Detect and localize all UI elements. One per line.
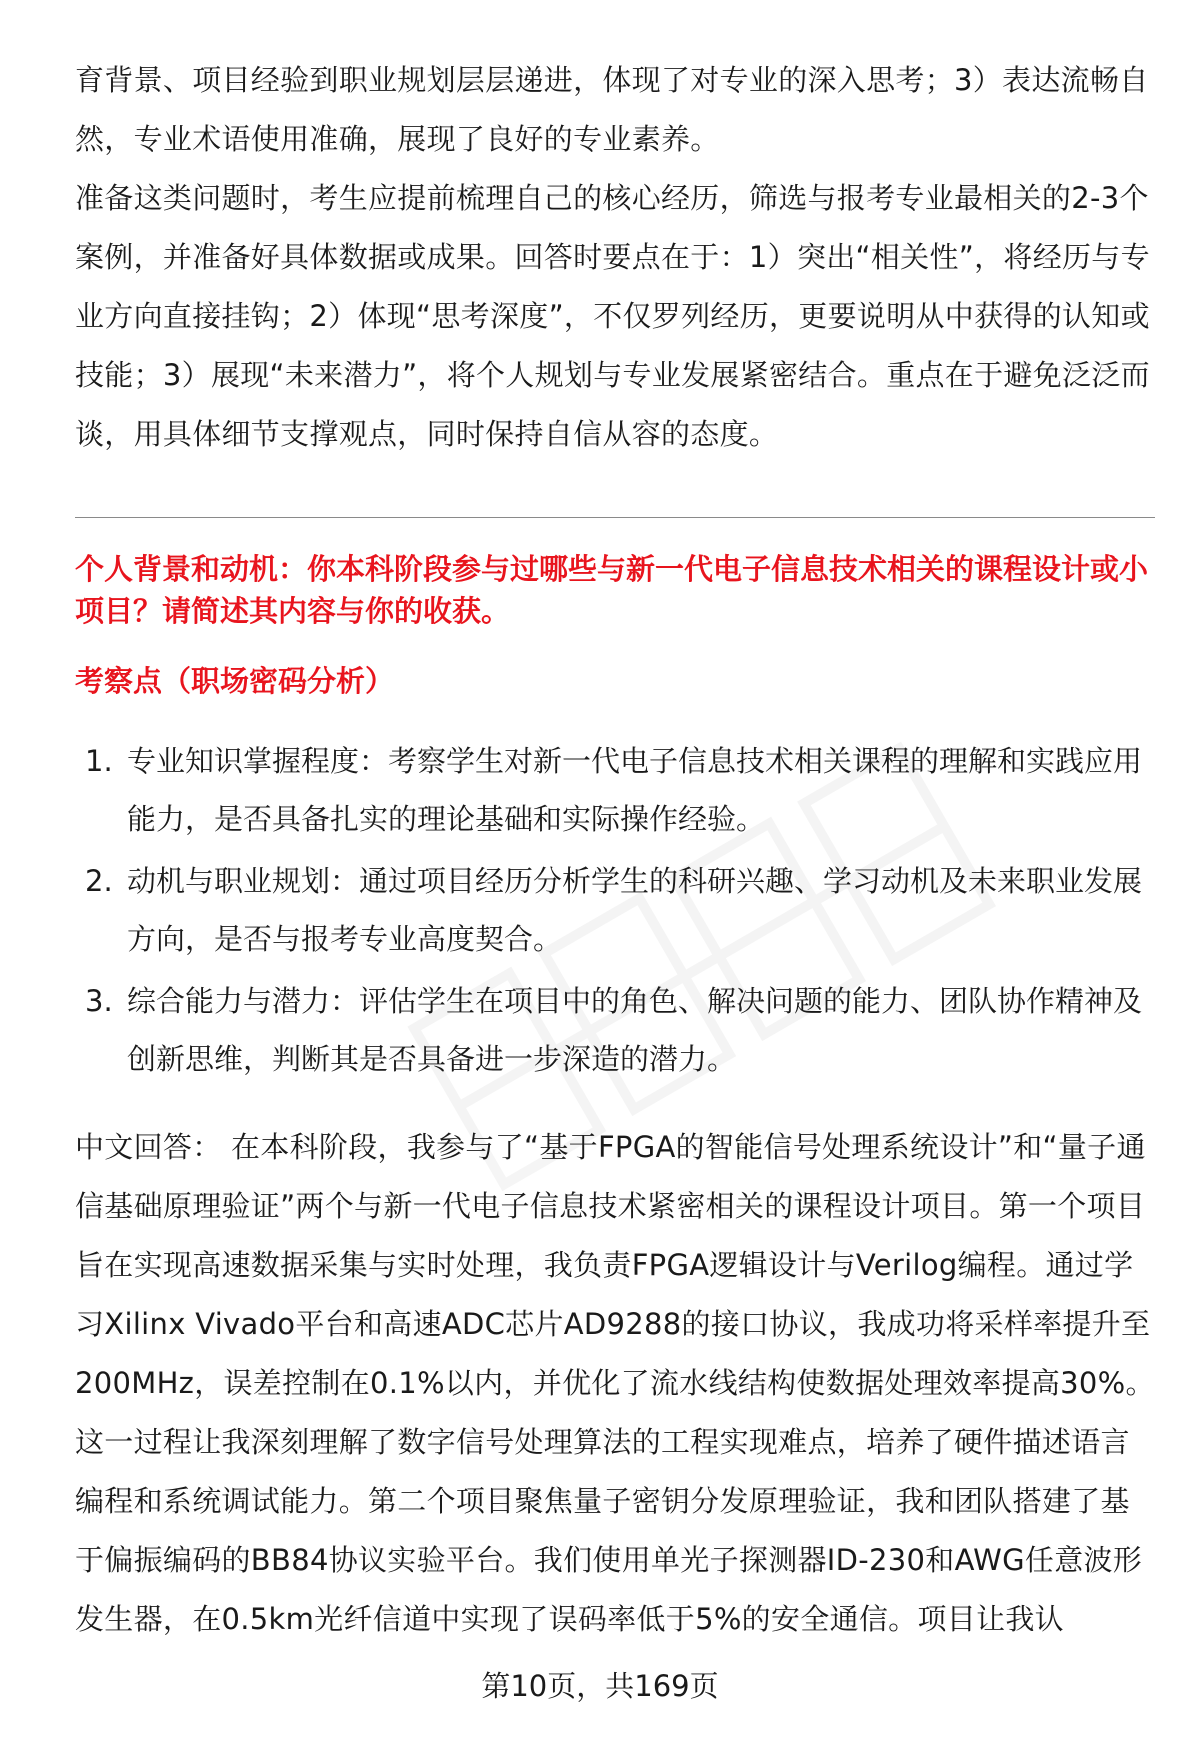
assessment-list	[75, 732, 1155, 1092]
list-item	[75, 732, 1155, 848]
list-item-text: 专业知识掌握程度：考察学生对新一代电子信息技术相关课程的理解和实践应用能力，是否具备扎实的理论基础和实际操作经验。	[127, 744, 1143, 836]
assessment-heading: 考察点（职场密码分析）	[75, 664, 395, 698]
list-item-number: 2.	[85, 864, 113, 898]
list-item-text: 动机与职业规划：通过项目经历分析学生的科研兴趣、学习动机及未来职业发展方向，是否与报考专业高度契合。	[127, 864, 1143, 956]
list-item	[75, 972, 1155, 1088]
list-item-number: 3.	[85, 984, 113, 1018]
list-item	[75, 852, 1155, 968]
list-item-number: 1.	[85, 744, 113, 778]
question-heading: 个人背景和动机：你本科阶段参与过哪些与新一代电子信息技术相关的课程设计或小项目？请简述其内容与你的收获。	[75, 552, 1149, 628]
section-divider	[75, 517, 1155, 518]
paragraph-intro-continuation: 育背景、项目经验到职业规划层层递进，体现了对专业的深入思考；3）表达流畅自然，专业术语使用准确，展现了良好的专业素养。	[75, 63, 1149, 156]
list-item-text: 综合能力与潜力：评估学生在项目中的角色、解决问题的能力、团队协作精神及创新思维，判断其是否具备进一步深造的潜力。	[127, 984, 1143, 1076]
paragraph-preparation-advice: 准备这类问题时，考生应提前梳理自己的核心经历，筛选与报考专业最相关的2-3个案例，并准备好具体数据或成果。回答时要点在于：1）突出“相关性”，将经历与专业方向直接挂钩；2）体现“思考深度”，不仅罗列经历，更要说明从中获得的认知或技能；3）展现“未来潜力”，将个人规划与专业发展紧密结合。重点在于避免泛泛而谈，用具体细节支撑观点，同时保持自信从容的态度。	[75, 181, 1150, 451]
paragraph-answer: 中文回答： 在本科阶段，我参与了“基于FPGA的智能信号处理系统设计”和“量子通信基础原理验证”两个与新一代电子信息技术紧密相关的课程设计项目。第一个项目旨在实现高速数据采集与实时处理，我负责FPGA逻辑设计与Verilog编程。通过学习Xilinx Vivado平台和高速ADC芯片AD9288的接口协议，我成功将采样率提升至200MHz，误差控制在0.1%以内，并优化了流水线结构使数据处理效率提高30%。这一过程让我深刻理解了数字信号处理算法的工程实现难点，培养了硬件描述语言编程和系统调试能力。第二个项目聚焦量子密钥分发原理验证，我和团队搭建了基于偏振编码的BB84协议实验平台。我们使用单光子探测器ID-230和AWG任意波形发生器，在0.5km光纤信道中实现了误码率低于5%的安全通信。项目让我认	[75, 1130, 1155, 1636]
page-number-footer: 第10页，共169页	[481, 1669, 719, 1703]
